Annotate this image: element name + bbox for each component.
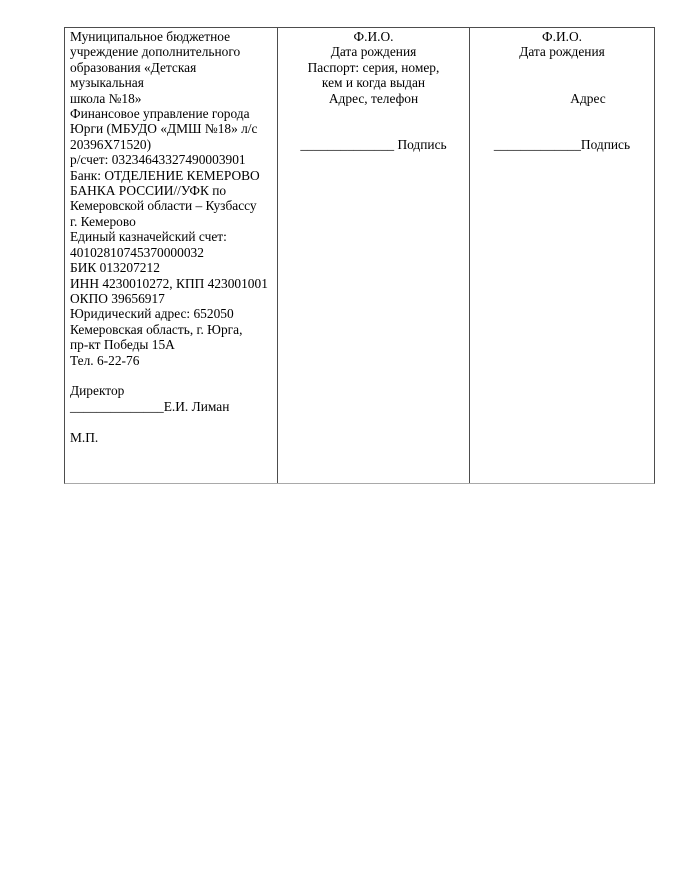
address-label: Адрес <box>570 90 606 106</box>
bank-name-line: Банк: ОТДЕЛЕНИЕ КЕМЕРОВО <box>70 167 260 183</box>
okpo-line: ОКПО 39656917 <box>70 290 165 306</box>
fio-label: Ф.И.О. <box>353 29 394 44</box>
blank-line <box>475 106 649 121</box>
birthdate-label: Дата рождения <box>330 44 417 60</box>
settlement-account-line: р/счет: 03234643327490003901 <box>70 152 246 168</box>
bank-region-line: Кемеровской области – Кузбассу <box>70 198 257 214</box>
fio-label: Ф.И.О. <box>542 29 582 44</box>
party-one-cell <box>278 28 470 483</box>
bank-city-line: г. Кемерово <box>70 213 136 229</box>
director-title-line: Директор <box>70 383 125 399</box>
blank-line <box>475 60 649 75</box>
org-name-line: Муниципальное бюджетное <box>70 29 231 44</box>
org-name-line: школа №18» <box>70 90 142 106</box>
org-name-line: учреждение дополнительного <box>70 44 241 60</box>
signature-line: _____________Подпись <box>493 136 631 152</box>
inn-kpp-line: ИНН 4230010272, КПП 423001001 <box>70 275 268 291</box>
org-finance-line: Юрги (МБУДО «ДМШ №18» л/с <box>70 121 258 137</box>
blank-line <box>283 106 464 121</box>
party-two-cell <box>470 28 654 483</box>
legal-address-line: Кемеровская область, г. Юрга, <box>70 321 243 337</box>
blank-line <box>475 75 649 90</box>
passport-label: Паспорт: серия, номер, <box>307 59 440 75</box>
birthdate-label: Дата рождения <box>519 44 605 60</box>
director-signature-line: ______________Е.И. Лиман <box>70 398 230 414</box>
bank-name-line: БАНКА РОССИИ//УФК по <box>70 183 227 199</box>
signature-line: ______________ Подпись <box>300 136 447 152</box>
org-finance-line: Финансовое управление города <box>70 106 250 122</box>
legal-address-line: Юридический адрес: 652050 <box>70 306 234 322</box>
org-name-line: образования «Детская музыкальная <box>70 59 200 91</box>
blank-line <box>70 414 272 429</box>
bik-line: БИК 013207212 <box>70 260 160 276</box>
treasury-account-label-line: Единый казначейский счет: <box>70 229 227 245</box>
treasury-account-number-line: 40102810745370000032 <box>70 244 204 260</box>
org-account-code-line: 20396X71520) <box>70 136 152 152</box>
phone-line: Тел. 6-22-76 <box>70 352 140 368</box>
address-phone-label: Адрес, телефон <box>328 90 419 106</box>
blank-line <box>283 121 464 136</box>
legal-address-line: пр-кт Победы 15А <box>70 337 175 353</box>
stamp-place-line: М.П. <box>70 429 99 445</box>
blank-line <box>475 121 649 136</box>
organization-requisites-cell <box>65 28 278 483</box>
requisites-table <box>64 27 655 484</box>
passport-label: кем и когда выдан <box>321 75 426 91</box>
blank-line <box>70 368 272 383</box>
